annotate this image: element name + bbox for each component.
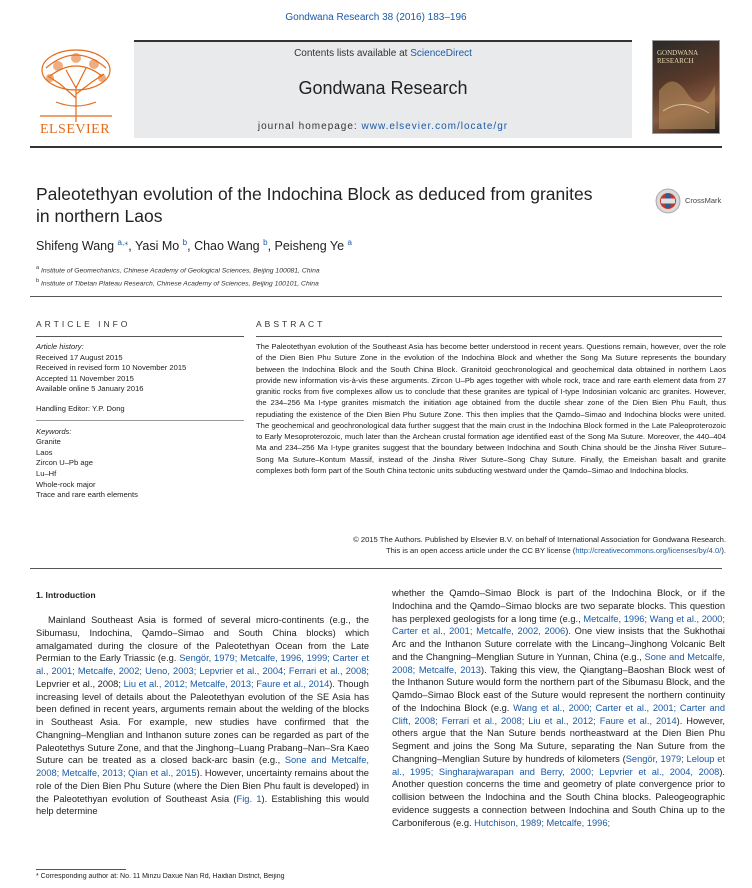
keyword: Zircon U–Pb age: [36, 458, 93, 468]
homepage-link[interactable]: www.elsevier.com/locate/gr: [361, 121, 509, 132]
journal-cover-thumbnail[interactable]: [652, 40, 720, 134]
body-text: Mainland Southeast Asia is formed of several micro-continents (e.g., the Sibumasu, Indochina, Qamdo–Simao and South China blocks) which amalgamated during the closure of the Paleotethyan Ocean from the Late Permian to the Early Triassic (e.g.: [36, 615, 369, 664]
citation-link[interactable]: Hutchison, 1989; Metcalfe, 1996;: [474, 817, 611, 828]
contents-line: [134, 48, 632, 59]
history-label: Article history:: [36, 342, 84, 351]
crossmark-icon: [655, 188, 681, 214]
keyword: Laos: [36, 447, 53, 457]
citation-link[interactable]: Wang et al., 2000; Carter et al., 2001; Carter and Clift, 2008; Ferrari et al., 2008; Liu et al., 2012; Faure et al., 2014: [392, 702, 726, 726]
author-1[interactable]: Shifeng Wang $^{a,⁎}$: [36, 238, 129, 254]
handling-editor: Handling Editor: Y.P. Dong: [36, 403, 125, 413]
history-revised: Received in revised form 10 November 2015: [36, 363, 187, 373]
affiliation-b: $^b$ Institute of Tibetan Plateau Research, Chinese Academy of Sciences, Beijing 100101, China: [36, 278, 319, 288]
history-accepted: Accepted 11 November 2015: [36, 373, 134, 383]
masthead: [0, 36, 752, 146]
article-title: [36, 183, 636, 227]
crossmark-label: CrossMark: [685, 196, 722, 205]
homepage-line: [134, 121, 632, 132]
license-link[interactable]: http://creativecommons.org/licenses/by/4.0/: [575, 546, 722, 555]
title-line-1: Paleotethyan evolution of the Indochina Block as deduced from granites: [36, 184, 593, 204]
contents-prefix: Contents lists available at: [294, 48, 411, 59]
author-2[interactable]: Yasi Mo $^b$: [134, 238, 188, 254]
crossmark-badge[interactable]: [655, 188, 745, 216]
journal-name: Gondwana Research: [298, 78, 468, 98]
corresponding-author-footnote: * Corresponding author at: No. 11 Minzu Daxue Nan Rd, Haidian District, Beijing: [36, 873, 285, 880]
citation-link[interactable]: Sengör, 1979; Leloup et al., 1995; Singharajwarapan and Berry, 2000; Lepvrier et al., 2004, 2008: [392, 753, 726, 777]
license-line: This is an open access article under the CC BY license (http://creativecommons.org/licenses/by/4.0/).: [385, 546, 726, 555]
info-rule: [36, 420, 244, 421]
author-list: Shifeng Wang $^{a,⁎}$, Yasi Mo $^b$, Chao Wang $^b$, Peisheng Ye $^a$: [36, 238, 352, 254]
article-info-heading: ARTICLE INFO: [36, 319, 131, 329]
author-4[interactable]: Peisheng Ye $^a$: [274, 238, 352, 254]
section-heading-introduction: 1. Introduction: [36, 590, 96, 600]
affiliation-a: $^a$ Institute of Geomechanics, Chinese Academy of Geological Sciences, Beijing 100081, China: [36, 265, 320, 275]
keyword: Granite: [36, 437, 61, 447]
journal-banner: [134, 40, 632, 138]
citation-link[interactable]: Metcalfe, 1996; Wang et al., 2000; Carter et al., 2001; Metcalfe, 2002, 2006: [392, 613, 726, 637]
section-divider: [30, 296, 722, 297]
body-text: ). Taking this view, the Qiangtang–Baoshan Block west of the Inthanon Suture would form the northern part of the Sibumasu Block, and the Qamdo–Simao Block east of the Suture would represent the northern continuity of the Indochina Block (e.g.: [392, 664, 725, 713]
abstract-rule: [256, 336, 722, 337]
body-text: ). However, others argue that the Nan Suture bends northeastward at the Dien Bien Phu Segment and joins the Song Ma Suture, separating the Nan Suture from the Changning–Menglian Suture by hundreds of kilometers (: [392, 715, 725, 764]
masthead-rule: [30, 146, 722, 148]
article-info-rule: [36, 336, 244, 337]
body-text: ). Though increasing level of details about the Paleotethyan evolution of the SE Asia has been defined in recent years, arguments remain about the welding of the blocks in Southeast Asia. For example, new studies have confirmed that the Changning–Menglian and Inthanon suture zones can be regarded as part of the Paleotethys Suture Zone, and that the Jinghong–Luang Prabang–Nan–Sra Kaeo Suture can be treated as a closed back-arc basin (e.g.,: [36, 678, 369, 766]
body-text: ). Another question concerns the time and geometry of plate convergence prior to collision between the Indochina and the South China blocks. Paleogeographic evidence suggests a connection between Indochina and South China up to the Carboniferous (e.g.: [392, 766, 725, 828]
citation-link[interactable]: Fig. 1: [236, 793, 262, 804]
article-info: [36, 342, 246, 501]
abstract-bottom-rule: [30, 568, 722, 569]
citation-link[interactable]: Liu et al., 2012; Metcalfe, 2013; Faure et al., 2014: [123, 678, 330, 689]
body-text: ). One view insists that the Sukhothai Arc and the Inthanon Suture correlate with the Lincang–Jinghong Volcanic Belt and the Changning–Menglian Suture in Yunnan, China (e.g.,: [392, 626, 725, 662]
author-3[interactable]: Chao Wang $^b$: [194, 238, 268, 254]
body-text: ; Lepvrier et al., 2008;: [36, 666, 369, 689]
citation-link[interactable]: Sengör, 1979; Metcalfe, 1996, 1999; Carter et al., 2001; Metcalfe, 2002; Ueno, 2003; Lepvrier et al., 2004; Ferrari et al., 2008: [36, 653, 369, 676]
footnote-rule: [36, 869, 126, 870]
journal-reference[interactable]: Gondwana Research 38 (2016) 183–196: [285, 12, 467, 23]
abstract-text: The Paleotethyan evolution of the Southeast Asia has become better understood in recent years. Questions remain, however, over the role of the Dien Bien Phu Suture Zone in the evolution of the Indochina Block and whether the Song Ma Suture represents the boundary between the Indochina Block and the South China Block. Granitoid geochronological and geochemical data obtained in northern Laos provide new information vis-à-vis these arguments. Zircon U–Pb ages together with whole rock, trace and rare earth element data from 27 granitic rocks from five complexes allow us to conclude that these granites are typical of I-type Indosinian volcanic arc granites. However, the 234–256 Ma I-type granites mismatch the initiation age obtained from the ductile shear zone of the Dien Bien Phu Fault, thus repudiating the existence of the Dien Bien Phu Suture Zone. This then implies that the Qamdo–Simao and Indochina blocks were united. The geochemical and geochronological data further suggest that the main crust in the Indochina Block formed in the Late Paleoproterozoic to Early Mesoproterozoic, much later than the Archean crustal formation age identified east of the Song Ma Suture. Moreover, the 440–404 Ma and 234–256 Ma I-type granites suggest that the boundary between Indochina and South China should be the Jinsha River Suture–Song Ma Suture–Kontum Massif, instead of the Jinsha River Suture–Song Chay Suture. Finally, the Emeishan basalt and granite complexes both form part of the South China tectonic units subducting westward under the Qamdo–Simao and Indochina blocks.: [256, 342, 726, 475]
citation-link[interactable]: Sone and Metcalfe, 2008; Metcalfe, 2013: [392, 651, 726, 675]
copyright-line: © 2015 The Authors. Published by Elsevier B.V. on behalf of International Association for Gondwana Research.: [353, 535, 726, 544]
sciencedirect-link[interactable]: ScienceDirect: [410, 48, 472, 59]
body-text: ). Establishing this would help determine: [36, 793, 369, 817]
history-received: Received 17 August 2015: [36, 352, 123, 362]
body-column-left: [36, 614, 369, 818]
title-line-2: in northern Laos: [36, 206, 163, 226]
body-column-right: [392, 587, 725, 829]
keyword: Whole-rock major: [36, 479, 96, 489]
body-text: ). However, uncertainty remains about the role of the Dien Bien Phu Suture (where the Dien Bien Phu fault is developed) in the Paleotethyan evolution of Southeast Asia (: [36, 768, 369, 804]
abstract-copyright: [256, 534, 726, 556]
abstract-heading: ABSTRACT: [256, 319, 326, 329]
keyword: Trace and rare earth elements: [36, 490, 138, 500]
cover-title: GONDWANA RESEARCH: [657, 49, 698, 65]
homepage-prefix: journal homepage:: [257, 121, 362, 132]
body-text: whether the Qamdo–Simao Block is part of the Indochina Block, or if the Indochina and the Qamdo–Simao blocks are two separate blocks. This question has perplexed geologists for a long time (e.g.,: [392, 588, 725, 624]
history-online: Available online 5 January 2016: [36, 384, 144, 394]
keyword: Lu–Hf: [36, 468, 57, 478]
keywords-label: Keywords:: [36, 426, 72, 436]
citation-link[interactable]: Sone and Metcalfe, 2008; Metcalfe, 2013; Qian et al., 2015: [36, 755, 369, 778]
publisher-name: ELSEVIER: [39, 122, 111, 137]
